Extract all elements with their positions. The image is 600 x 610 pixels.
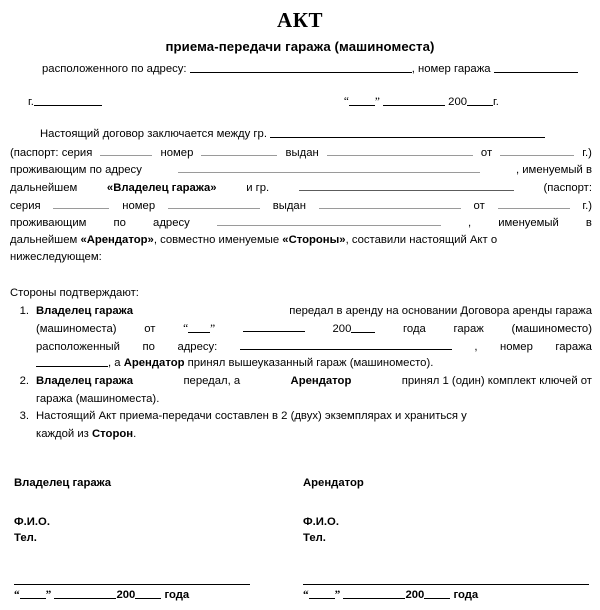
tenant-tel-label: Тел. bbox=[303, 531, 326, 544]
preamble-intro-text: Настоящий договор заключается между гр. bbox=[40, 128, 267, 141]
passport2-from-label: от bbox=[473, 199, 485, 212]
tenant-month-blank[interactable] bbox=[343, 587, 405, 599]
item1-quote-open: “ bbox=[183, 323, 189, 336]
owner-clause-mid: и гр. bbox=[246, 181, 270, 194]
item1-line4-rest: принял вышеуказанный гараж (машиноместо). bbox=[187, 357, 434, 370]
residing2-by-label: по bbox=[113, 217, 126, 230]
owner-year-word: года bbox=[164, 588, 190, 601]
owner-quote-close: ” bbox=[45, 588, 52, 601]
year-suffix-label: г. bbox=[493, 95, 499, 108]
residing2-comma: , bbox=[467, 217, 472, 230]
item1-line4-pre: , а bbox=[108, 357, 121, 370]
garage-number-blank[interactable] bbox=[494, 61, 578, 73]
passport1-date-blank[interactable] bbox=[500, 144, 574, 156]
passport1-number-blank[interactable] bbox=[201, 144, 277, 156]
list-item-body bbox=[36, 373, 592, 408]
city-blank[interactable] bbox=[34, 94, 102, 106]
item1-tenant-term: Арендатор bbox=[123, 357, 185, 370]
quote-close: ” bbox=[374, 95, 380, 108]
list-item-number: 3. bbox=[19, 410, 29, 423]
passport1-number-label: номер bbox=[160, 146, 194, 159]
owner-fio-label: Ф.И.О. bbox=[14, 515, 50, 528]
signature-area bbox=[0, 475, 600, 604]
party1-name-blank[interactable] bbox=[270, 126, 545, 138]
preamble-line-3 bbox=[10, 161, 592, 179]
city-prefix-label: г. bbox=[28, 95, 34, 108]
item2-tenant-term: Арендатор bbox=[290, 374, 352, 387]
residing2-named: именуемый bbox=[498, 217, 559, 230]
list-item bbox=[10, 408, 592, 443]
passport1-close-label: г.) bbox=[582, 146, 592, 159]
passport2-number-blank[interactable] bbox=[168, 197, 260, 209]
owner-year-prefix: 200 bbox=[116, 588, 136, 601]
list-item-number: 1. bbox=[19, 304, 29, 317]
item2-mid-text: передал, а bbox=[183, 374, 241, 387]
address-blank[interactable] bbox=[190, 61, 412, 73]
owner-term: «Владелец гаража» bbox=[106, 181, 217, 194]
item2-owner-term: Владелец гаража bbox=[36, 374, 134, 387]
passport1-from-label: от bbox=[480, 146, 493, 159]
item1-parking-word: (машиноместа) bbox=[36, 323, 117, 336]
passport2-issued-label: выдан bbox=[272, 199, 306, 212]
item2-line-2: гаража (машиноместа). bbox=[36, 392, 160, 405]
owner-date-field bbox=[14, 585, 303, 605]
page-title: АКТ bbox=[277, 8, 323, 32]
preamble-line-6 bbox=[10, 214, 592, 232]
garage-number-label: , номер гаража bbox=[411, 63, 491, 75]
preamble-line-5 bbox=[10, 197, 592, 215]
residing2-address-blank[interactable] bbox=[217, 214, 441, 226]
residing2-in: в bbox=[585, 217, 592, 230]
item1-located-word: расположенный bbox=[36, 340, 120, 353]
item1-from-label: от bbox=[144, 323, 156, 336]
list-item-number: 2. bbox=[19, 374, 29, 387]
parties-term: «Стороны» bbox=[282, 233, 346, 246]
day-blank[interactable] bbox=[349, 94, 375, 106]
item1-date-group bbox=[183, 321, 215, 339]
owner-role-label: Владелец гаража bbox=[14, 477, 112, 489]
item3-line2-pre: каждой из bbox=[36, 427, 89, 440]
item3-parties-term: Сторон bbox=[92, 427, 134, 440]
owner-day-blank[interactable] bbox=[20, 587, 46, 599]
item1-number-word: номер bbox=[500, 340, 533, 353]
passport1-open-label: (паспорт: серия bbox=[10, 146, 93, 159]
tenant-term: «Арендатор» bbox=[80, 233, 154, 246]
residing1-label: проживающим по адресу bbox=[10, 164, 142, 177]
tenant-year-prefix: 200 bbox=[405, 588, 425, 601]
tenant-quote-close: ” bbox=[334, 588, 341, 601]
item1-by-word: по bbox=[142, 340, 155, 353]
tenant-year-blank[interactable] bbox=[424, 587, 450, 599]
tenant-role-label: Арендатор bbox=[303, 477, 364, 489]
item2-rest-text: принял 1 (один) комплект ключей от bbox=[401, 374, 592, 387]
list-item bbox=[10, 373, 592, 408]
year-blank[interactable] bbox=[467, 94, 493, 106]
owner-year-blank[interactable] bbox=[135, 587, 161, 599]
owner-quote-open: “ bbox=[14, 588, 20, 601]
signature-block-tenant bbox=[303, 475, 592, 604]
final-prefix: дальнейшем bbox=[10, 233, 78, 246]
item1-quote-close: ” bbox=[210, 323, 216, 336]
preamble-line-2 bbox=[10, 144, 592, 162]
item1-comma: , bbox=[474, 340, 478, 353]
preamble-line-7 bbox=[10, 232, 592, 250]
residing1-tail: , именуемый в bbox=[515, 164, 592, 177]
page-subtitle: приема-передачи гаража (машиноместа) bbox=[165, 39, 435, 54]
passport1-series-blank[interactable] bbox=[100, 144, 152, 156]
final-mid: , совместно именуемые bbox=[153, 233, 280, 246]
item1-line-3 bbox=[36, 338, 592, 356]
item1-line1-text: передал в аренду на основании Договора аренды гаража bbox=[289, 304, 592, 317]
passport1-issued-blank[interactable] bbox=[327, 144, 473, 156]
year-prefix-label: 200 bbox=[448, 95, 468, 108]
final-tail: , составили настоящий Акт о bbox=[345, 233, 498, 246]
item1-address-label: адресу: bbox=[177, 340, 218, 353]
owner-clause-tail: (паспорт: bbox=[543, 181, 592, 194]
passport2-close-label: г.) bbox=[582, 199, 592, 212]
signature-columns bbox=[14, 475, 592, 604]
passport2-issued-blank[interactable] bbox=[319, 197, 461, 209]
residing2-label: проживающим bbox=[10, 217, 87, 230]
item1-year-prefix: 200 bbox=[332, 323, 352, 336]
item1-line-1 bbox=[36, 303, 592, 321]
preamble-line-8 bbox=[10, 249, 592, 267]
passport2-series-blank[interactable] bbox=[53, 197, 109, 209]
tenant-day-blank[interactable] bbox=[309, 587, 335, 599]
confirm-list bbox=[0, 303, 600, 444]
quote-open: “ bbox=[343, 95, 349, 108]
signature-block-owner bbox=[14, 475, 303, 604]
confirm-heading: Стороны подтверждают: bbox=[10, 286, 139, 299]
item1-garage-word: гараж bbox=[453, 323, 484, 336]
item1-line-2 bbox=[36, 320, 592, 338]
address-label: расположенного по адресу: bbox=[42, 63, 187, 75]
preamble-block bbox=[0, 111, 600, 267]
owner-clause-prefix: дальнейшем bbox=[10, 181, 78, 194]
item2-line-1 bbox=[36, 373, 592, 391]
final-last-line: нижеследующем: bbox=[10, 251, 102, 264]
item3-line2-post: . bbox=[133, 427, 137, 440]
preamble-line-4 bbox=[10, 179, 592, 197]
item1-month-blank[interactable] bbox=[243, 320, 305, 332]
item3-line-2 bbox=[36, 426, 592, 444]
address-line bbox=[0, 57, 600, 79]
residing2-address-label: адресу bbox=[153, 217, 190, 230]
residing1-address-blank[interactable] bbox=[178, 161, 480, 173]
owner-tel-label: Тел. bbox=[14, 531, 37, 544]
party2-name-blank[interactable] bbox=[299, 179, 514, 191]
item1-parking-word-2: (машиноместо) bbox=[511, 323, 592, 336]
owner-month-blank[interactable] bbox=[54, 587, 116, 599]
tenant-quote-open: “ bbox=[303, 588, 309, 601]
city-field bbox=[0, 94, 344, 112]
item1-year-word: года bbox=[403, 323, 426, 336]
tenant-year-word: года bbox=[453, 588, 479, 601]
item1-owner-term: Владелец гаража bbox=[36, 304, 134, 317]
city-date-row bbox=[0, 79, 600, 112]
item1-year-blank[interactable] bbox=[351, 321, 375, 333]
month-blank[interactable] bbox=[383, 94, 445, 106]
tenant-fio-label: Ф.И.О. bbox=[303, 515, 339, 528]
header-date-field bbox=[344, 94, 592, 112]
passport1-issued-label: выдан bbox=[285, 146, 319, 159]
passport2-date-blank[interactable] bbox=[498, 197, 570, 209]
tenant-date-field bbox=[303, 585, 592, 605]
list-item bbox=[10, 303, 592, 373]
item1-garage-number-blank[interactable] bbox=[36, 355, 108, 367]
list-item-body bbox=[36, 408, 592, 443]
passport2-number-label: номер bbox=[122, 199, 156, 212]
item3-line-1: Настоящий Акт приема-передачи составлен в 2 (двух) экземплярах и храниться у bbox=[36, 410, 467, 423]
item1-line-4 bbox=[36, 355, 592, 373]
item1-address-blank[interactable] bbox=[240, 338, 452, 350]
item1-year-group bbox=[333, 321, 376, 339]
passport2-series-label: серия bbox=[10, 199, 41, 212]
item1-garage-word-2: гаража bbox=[555, 340, 592, 353]
item1-day-blank[interactable] bbox=[188, 321, 210, 333]
list-item-body bbox=[36, 303, 592, 373]
preamble-line-1 bbox=[10, 126, 592, 144]
